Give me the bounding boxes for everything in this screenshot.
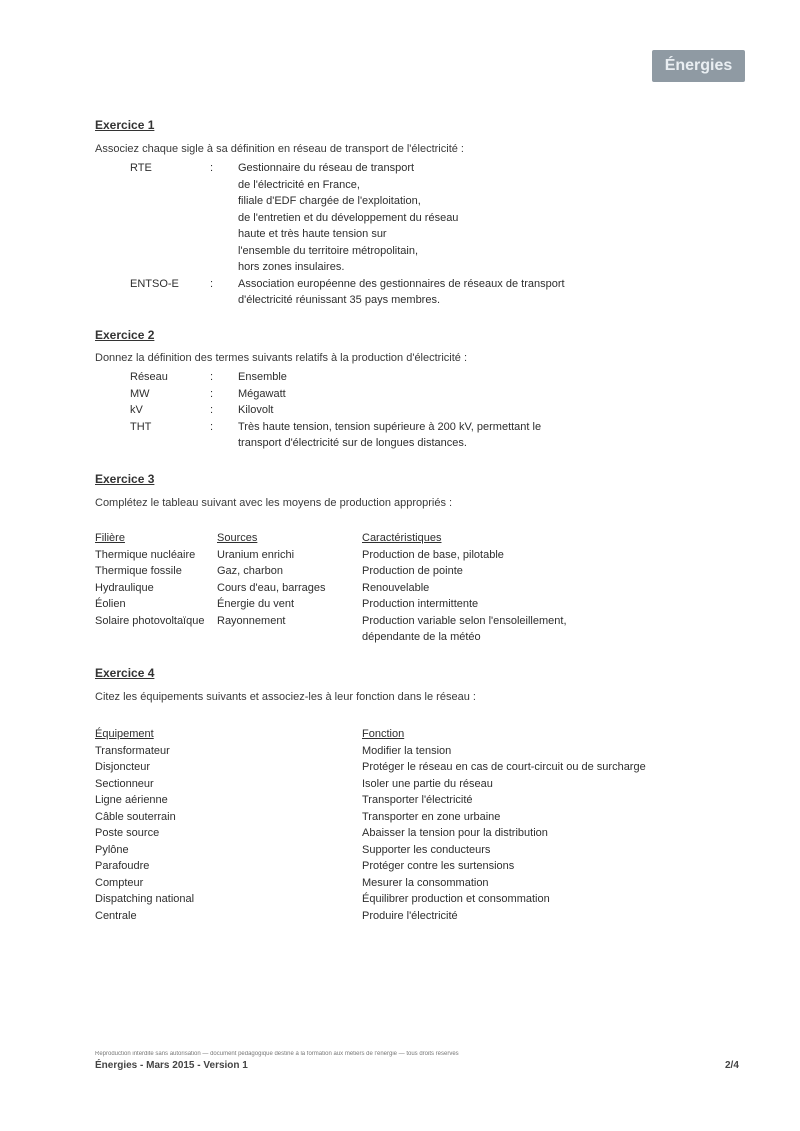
definition-line: Kilovolt [238, 404, 274, 416]
exercise-3-title: Exercice 3 [95, 472, 155, 486]
definition-text [238, 419, 658, 452]
footer-legal-text: Reproduction interdite sans autorisation — document pédagogique destiné à la formation aux métiers de l'énergie — tous droits réservés [95, 1051, 459, 1057]
table-cell: Pylône [95, 843, 129, 856]
table-cell: Production intermittente [362, 598, 479, 610]
footer-document-info: Énergies - Mars 2015 - Version 1 [95, 1060, 248, 1071]
table-cell: Protéger le réseau en cas de court-circuit ou de surcharge [362, 761, 646, 773]
table-cell: Disjoncteur [95, 761, 151, 773]
exercise-1-definitions [130, 160, 658, 309]
exercise-2-definitions [130, 369, 658, 452]
table-row [95, 875, 742, 892]
definition-term: ENTSO-E [130, 277, 179, 290]
exercise-2-intro: Donnez la définition des termes suivants relatifs à la production d'électricité : [95, 352, 468, 364]
column-header: Filière [95, 532, 125, 544]
table-cell: Thermique nucléaire [95, 548, 196, 561]
table-cell: Cours d'eau, barrages [217, 581, 326, 594]
table-cell: Isoler une partie du réseau [362, 777, 493, 790]
table-cell [95, 629, 217, 646]
definition-text [238, 386, 658, 403]
definition-term: THT [130, 420, 152, 433]
table-cell: Solaire photovoltaïque [95, 614, 205, 627]
definition-row [130, 369, 658, 386]
exercise-3-intro: Complétez le tableau suivant avec les moyens de production appropriés : [95, 497, 453, 509]
table-cell: Parafoudre [95, 860, 150, 872]
exercise-2-title: Exercice 2 [95, 328, 155, 342]
table-header-row [95, 726, 742, 743]
definition-term: Réseau [130, 371, 168, 383]
separator: : [210, 371, 214, 383]
exercise-4-intro: Citez les équipements suivants et associez-les à leur fonction dans le réseau : [95, 691, 476, 703]
definition-row [130, 386, 658, 403]
table-cell: dépendante de la météo [362, 631, 481, 643]
definition-line: hors zones insulaires. [238, 261, 345, 273]
table-cell [217, 629, 362, 646]
table-row [95, 809, 742, 826]
definition-line: Gestionnaire du réseau de transport [238, 162, 415, 174]
separator: : [210, 162, 214, 174]
table-cell: Modifier la tension [362, 744, 452, 757]
column-header: Équipement [95, 728, 154, 740]
section-badge: Énergies [652, 50, 745, 82]
table-cell: Abaisser la tension pour la distribution [362, 827, 548, 839]
exercise-4-title: Exercice 4 [95, 666, 155, 680]
table-cell: Production de pointe [362, 565, 463, 577]
table-header-row [95, 530, 742, 547]
table-row [95, 858, 742, 875]
table-cell: Transporter l'électricité [362, 794, 473, 806]
definition-line: l'ensemble du territoire métropolitain, [238, 244, 419, 257]
table-row [95, 596, 742, 613]
table-cell: Supporter les conducteurs [362, 843, 491, 856]
table-row [95, 613, 742, 630]
definition-line: de l'électricité en France, [238, 178, 360, 191]
definition-row [130, 276, 658, 309]
separator: : [210, 404, 214, 416]
definition-line: haute et très haute tension sur [238, 228, 387, 240]
table-cell: Hydraulique [95, 581, 154, 594]
definition-line: d'électricité réunissant 35 pays membres. [238, 294, 441, 306]
table-cell: Ligne aérienne [95, 794, 168, 806]
table-row [95, 563, 742, 580]
exercise-1-intro: Associez chaque sigle à sa définition en réseau de transport de l'électricité : [95, 143, 464, 155]
table-cell: Uranium enrichi [217, 548, 295, 561]
table-row [95, 629, 742, 646]
separator: : [210, 420, 214, 433]
table-cell: Équilibrer production et consommation [362, 893, 550, 905]
definition-line: Mégawatt [238, 387, 286, 400]
column-header: Caractéristiques [362, 532, 442, 544]
table-row [95, 891, 742, 908]
table-cell: Production variable selon l'ensoleillement, [362, 614, 567, 627]
table-row [95, 825, 742, 842]
table-cell: Production de base, pilotable [362, 548, 504, 561]
definition-line: Association européenne des gestionnaires de réseaux de transport [238, 277, 565, 290]
definition-text [238, 369, 658, 386]
equipment-table [95, 726, 742, 924]
definition-line: transport d'électricité sur de longues distances. [238, 437, 467, 449]
table-row [95, 792, 742, 809]
exercise-1-title: Exercice 1 [95, 118, 155, 132]
table-cell: Centrale [95, 909, 137, 922]
table-cell: Produire l'électricité [362, 909, 458, 922]
column-header: Sources [217, 532, 258, 544]
definition-text [238, 160, 658, 276]
table-cell: Énergie du vent [217, 598, 295, 610]
table-cell: Renouvelable [362, 581, 430, 594]
table-cell: Thermique fossile [95, 565, 182, 577]
table-cell: Transporter en zone urbaine [362, 810, 501, 823]
table-cell: Éolien [95, 598, 126, 610]
table-row [95, 776, 742, 793]
definition-line: de l'entretien et du développement du réseau [238, 211, 459, 224]
table-cell: Protéger contre les surtensions [362, 860, 515, 872]
definition-text [238, 402, 658, 419]
separator: : [210, 277, 214, 290]
definition-text [238, 276, 658, 309]
definition-line: filiale d'EDF chargée de l'exploitation, [238, 195, 421, 207]
definition-row [130, 160, 658, 276]
separator: : [210, 387, 214, 400]
table-row [95, 743, 742, 760]
table-row [95, 908, 742, 925]
table-row [95, 547, 742, 564]
table-cell: Transformateur [95, 744, 170, 757]
definition-term: MW [130, 387, 150, 400]
page-number: 2/4 [725, 1060, 739, 1071]
definition-line: Ensemble [238, 371, 287, 383]
table-cell: Mesurer la consommation [362, 876, 489, 889]
definition-line: Très haute tension, tension supérieure à 200 kV, permettant le [238, 420, 542, 433]
table-cell: Gaz, charbon [217, 565, 284, 577]
table-row [95, 759, 742, 776]
table-row [95, 842, 742, 859]
table-cell: Poste source [95, 827, 160, 839]
definition-term: RTE [130, 162, 152, 174]
definition-term: kV [130, 404, 143, 416]
table-cell: Compteur [95, 876, 144, 889]
table-row [95, 580, 742, 597]
table-cell: Sectionneur [95, 777, 154, 790]
definition-row [130, 419, 658, 452]
column-header: Fonction [362, 728, 405, 740]
table-cell: Dispatching national [95, 893, 195, 905]
production-table [95, 530, 742, 646]
definition-row [130, 402, 658, 419]
table-cell: Rayonnement [217, 614, 286, 627]
table-cell: Câble souterrain [95, 810, 176, 823]
